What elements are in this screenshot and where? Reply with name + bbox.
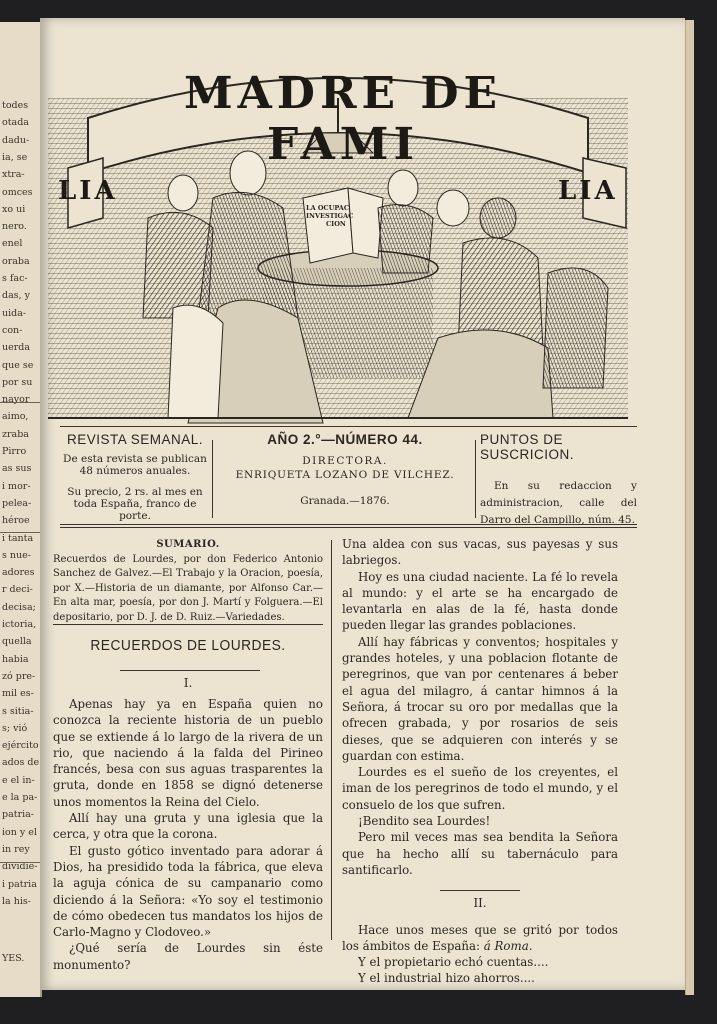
masthead-side-left: LIA — [58, 176, 118, 206]
left-page-text-fragment: pelea- — [2, 497, 32, 509]
masthead-side-right: LIA — [558, 176, 618, 206]
left-page-text-fragment: Pirro — [2, 446, 27, 457]
revista-issues: De esta revista se publican 48 números anuales. — [63, 453, 207, 477]
divider — [60, 524, 637, 525]
paragraph: ¡Bendito sea Lourdes! — [358, 814, 491, 829]
left-page-text-fragment: s sitia- — [2, 705, 34, 717]
left-page-text-fragment: ia, se — [2, 151, 28, 163]
divider — [120, 670, 260, 671]
paragraph: Y el propietario echó cuentas.... — [358, 955, 549, 970]
masthead-info-bar — [60, 426, 637, 541]
directora-label: DIRECTORA. — [302, 455, 388, 467]
left-page-text-fragment: con- — [2, 324, 23, 336]
left-page-text-fragment: mil es- — [2, 688, 34, 700]
left-page-text-fragment: i mor- — [2, 480, 31, 492]
divider — [212, 440, 213, 518]
left-page-text-fragment: ictoria, — [2, 619, 37, 630]
left-page-text-fragment: quella — [2, 636, 32, 648]
left-page-text-fragment: ejército — [2, 740, 39, 752]
divider — [475, 440, 476, 518]
info-column-suscricion — [480, 426, 637, 526]
left-page-text-fragment: héroe — [2, 515, 30, 527]
left-page-text-fragment: r deci- — [2, 584, 33, 596]
article-title: RECUERDOS DE LOURDES. — [90, 637, 286, 654]
sumario-text: Recuerdos de Lourdes, por don Federico Antonio Sanchez de Galvez.—El Trabajo y la Oracion, poesía, por X.—Historia de un diamante, por Alfonso Car.—En alta mar, poesía, por don J. Martí y Folguera.—El depositario, por D. J. de D. Ruiz.—Variedades. — [53, 553, 323, 623]
left-page-text-fragment: otada — [2, 117, 29, 129]
divider — [440, 890, 520, 891]
left-page-text-fragment: adores — [2, 567, 35, 579]
left-page-text-fragment: s fac- — [2, 273, 28, 284]
article-right-column — [342, 536, 618, 987]
left-page-text-fragment: YES. — [2, 953, 25, 965]
left-page-text-fragment: uerda — [2, 342, 31, 354]
left-page-rule — [0, 402, 40, 403]
left-page-text-fragment: zraba — [2, 428, 29, 440]
masthead-title: MADRE DE FAMI — [183, 68, 503, 170]
left-page-text-fragment: aimo, — [2, 411, 29, 423]
left-page-rule — [0, 862, 40, 863]
newspaper-page — [40, 18, 685, 990]
left-page-text-fragment: das, y — [2, 290, 31, 302]
left-page-text-fragment: e la pa- — [2, 792, 38, 803]
left-page-text-fragment: todes — [2, 100, 29, 111]
left-page-text-fragment: s nue- — [2, 549, 31, 561]
left-page-text-fragment: habia — [2, 653, 29, 665]
left-page-text-fragment: ados de — [2, 757, 40, 769]
left-page-text-fragment: dadu- — [2, 134, 30, 146]
left-page-text-fragment: decisa; — [2, 601, 36, 613]
info-column-issue — [220, 426, 470, 521]
left-page-text-fragment: dividie- — [2, 861, 38, 873]
left-page-text-fragment: enel — [2, 238, 23, 250]
book-line: INVESTIGAC — [306, 212, 354, 220]
divider — [60, 527, 637, 528]
section-number: II. — [473, 896, 487, 911]
paragraph-text: Hace unos meses que se gritó por todos los ámbitos de España: — [342, 922, 618, 953]
header-illustration — [48, 58, 628, 433]
left-page-text-fragment: oraba — [2, 255, 30, 267]
paragraph: ¿Qué sería de Lourdes sin éste monumento? — [53, 941, 323, 972]
left-page-text-fragment: xo ui — [2, 203, 26, 215]
left-page-text-fragment: nayor — [2, 394, 30, 406]
book-line: LA OCUPAC — [306, 204, 350, 212]
paragraph — [342, 922, 618, 955]
paragraph: Apenas hay ya en España quien no conozca la reciente historia de un pueblo que se extiende á lo largo de la rivera de un rio, que naciendo á la falda del Pirineo francés, besa con sus aguas trasparentes la gruta, donde en 1858 se dignó detenerse unos momentos la Reina del Cielo. — [53, 697, 323, 809]
left-page-text-fragment: ion y el — [2, 826, 37, 838]
paragraph: Y el industrial hizo ahorros.... — [358, 971, 535, 986]
suscricion-text: En su redaccion y administracion, calle del Darro del Campillo, núm. 45. — [480, 480, 637, 526]
sumario — [53, 538, 323, 625]
paragraph: Hoy es una ciudad naciente. La fé lo revela al mundo: y el arte se ha encargado de levantarla en alas de la fé, hasta donde pueden llegar las grandes poblaciones. — [342, 569, 618, 633]
paragraph: Allí hay una gruta y una iglesia que la cerca, y otra que la corona. — [53, 811, 323, 842]
left-page-text-fragment: la his- — [2, 895, 31, 907]
sumario-title: SUMARIO. — [156, 539, 220, 550]
paragraph: Lourdes es el sueño de los creyentes, el iman de los peregrinos de todo el mundo, y el consuelo de los que sufren. — [342, 765, 618, 812]
left-page-text-fragment: xtra- — [2, 169, 25, 181]
left-page-text-fragment: omces — [2, 186, 33, 198]
left-page-rule — [0, 532, 40, 533]
revista-price: Su precio, 2 rs. al mes en toda España, franco de porte. — [67, 486, 203, 522]
left-page-text-fragment: in rey — [2, 843, 30, 855]
left-page-text-fragment: i tanta — [2, 532, 34, 544]
issue-number: AÑO 2.°—NÚMERO 44. — [267, 432, 423, 447]
left-page-text-fragment: nero. — [2, 221, 27, 233]
column-divider — [331, 540, 332, 940]
revista-title: REVISTA SEMANAL. — [66, 432, 204, 447]
directora-name: ENRIQUETA LOZANO DE VILCHEZ. — [235, 469, 455, 481]
paragraph: Allí hay fábricas y conventos; hospitales y grandes hoteles, y una poblacion flotante de peregrinos, que van por centenares á beber el agua del milagro, á cantar himnos á la Señora, á trocar su oro por medallas que la ofrecen grabada, y por rosarios de seis dieses, que se adquieren con interés y se guardan con estima. — [342, 634, 618, 763]
paragraph: El gusto gótico inventado para adorar á Dios, ha presidido toda la fábrica, que eleva la aguja cónica de su campanario como diciendo á la Señora: «Yo soy el testimonio de cómo obedecen tus mandatos los hijos de Carlo-Magno y Clodoveo.» — [53, 843, 323, 940]
illustration-book-text — [306, 204, 386, 228]
place-year: Granada.—1876. — [300, 495, 390, 507]
paragraph: Pero mil veces mas sea bendita la Señora que ha hecho allí su tabernáculo para santificarlo. — [342, 830, 618, 877]
page-edge — [685, 20, 694, 995]
suscricion-title: PUNTOS DE SUSCRICION. — [480, 432, 575, 462]
paragraph: Una aldea con sus vacas, sus payesas y sus labriegos. — [342, 537, 618, 568]
left-page-text-fragment: patria- — [2, 809, 35, 821]
left-page-text-fragment: uida- — [2, 307, 27, 319]
left-page-text-fragment: por su — [2, 376, 33, 388]
left-page-fragment — [0, 22, 42, 997]
left-page-text-fragment: s; vió — [2, 722, 28, 734]
left-page-text-fragment: i patria — [2, 878, 37, 890]
left-page-text-fragment: que se — [2, 359, 34, 371]
left-page-text-fragment: e el in- — [2, 774, 35, 786]
info-column-revista — [60, 426, 210, 521]
left-page-text-fragment: zó pre- — [2, 670, 36, 682]
book-line: CION — [326, 220, 346, 228]
section-number: I. — [183, 676, 193, 690]
left-page-text-fragment: as sus — [2, 463, 32, 475]
paragraph-italic: á Roma. — [483, 938, 533, 953]
divider — [53, 624, 323, 625]
article-left-column — [53, 696, 323, 973]
